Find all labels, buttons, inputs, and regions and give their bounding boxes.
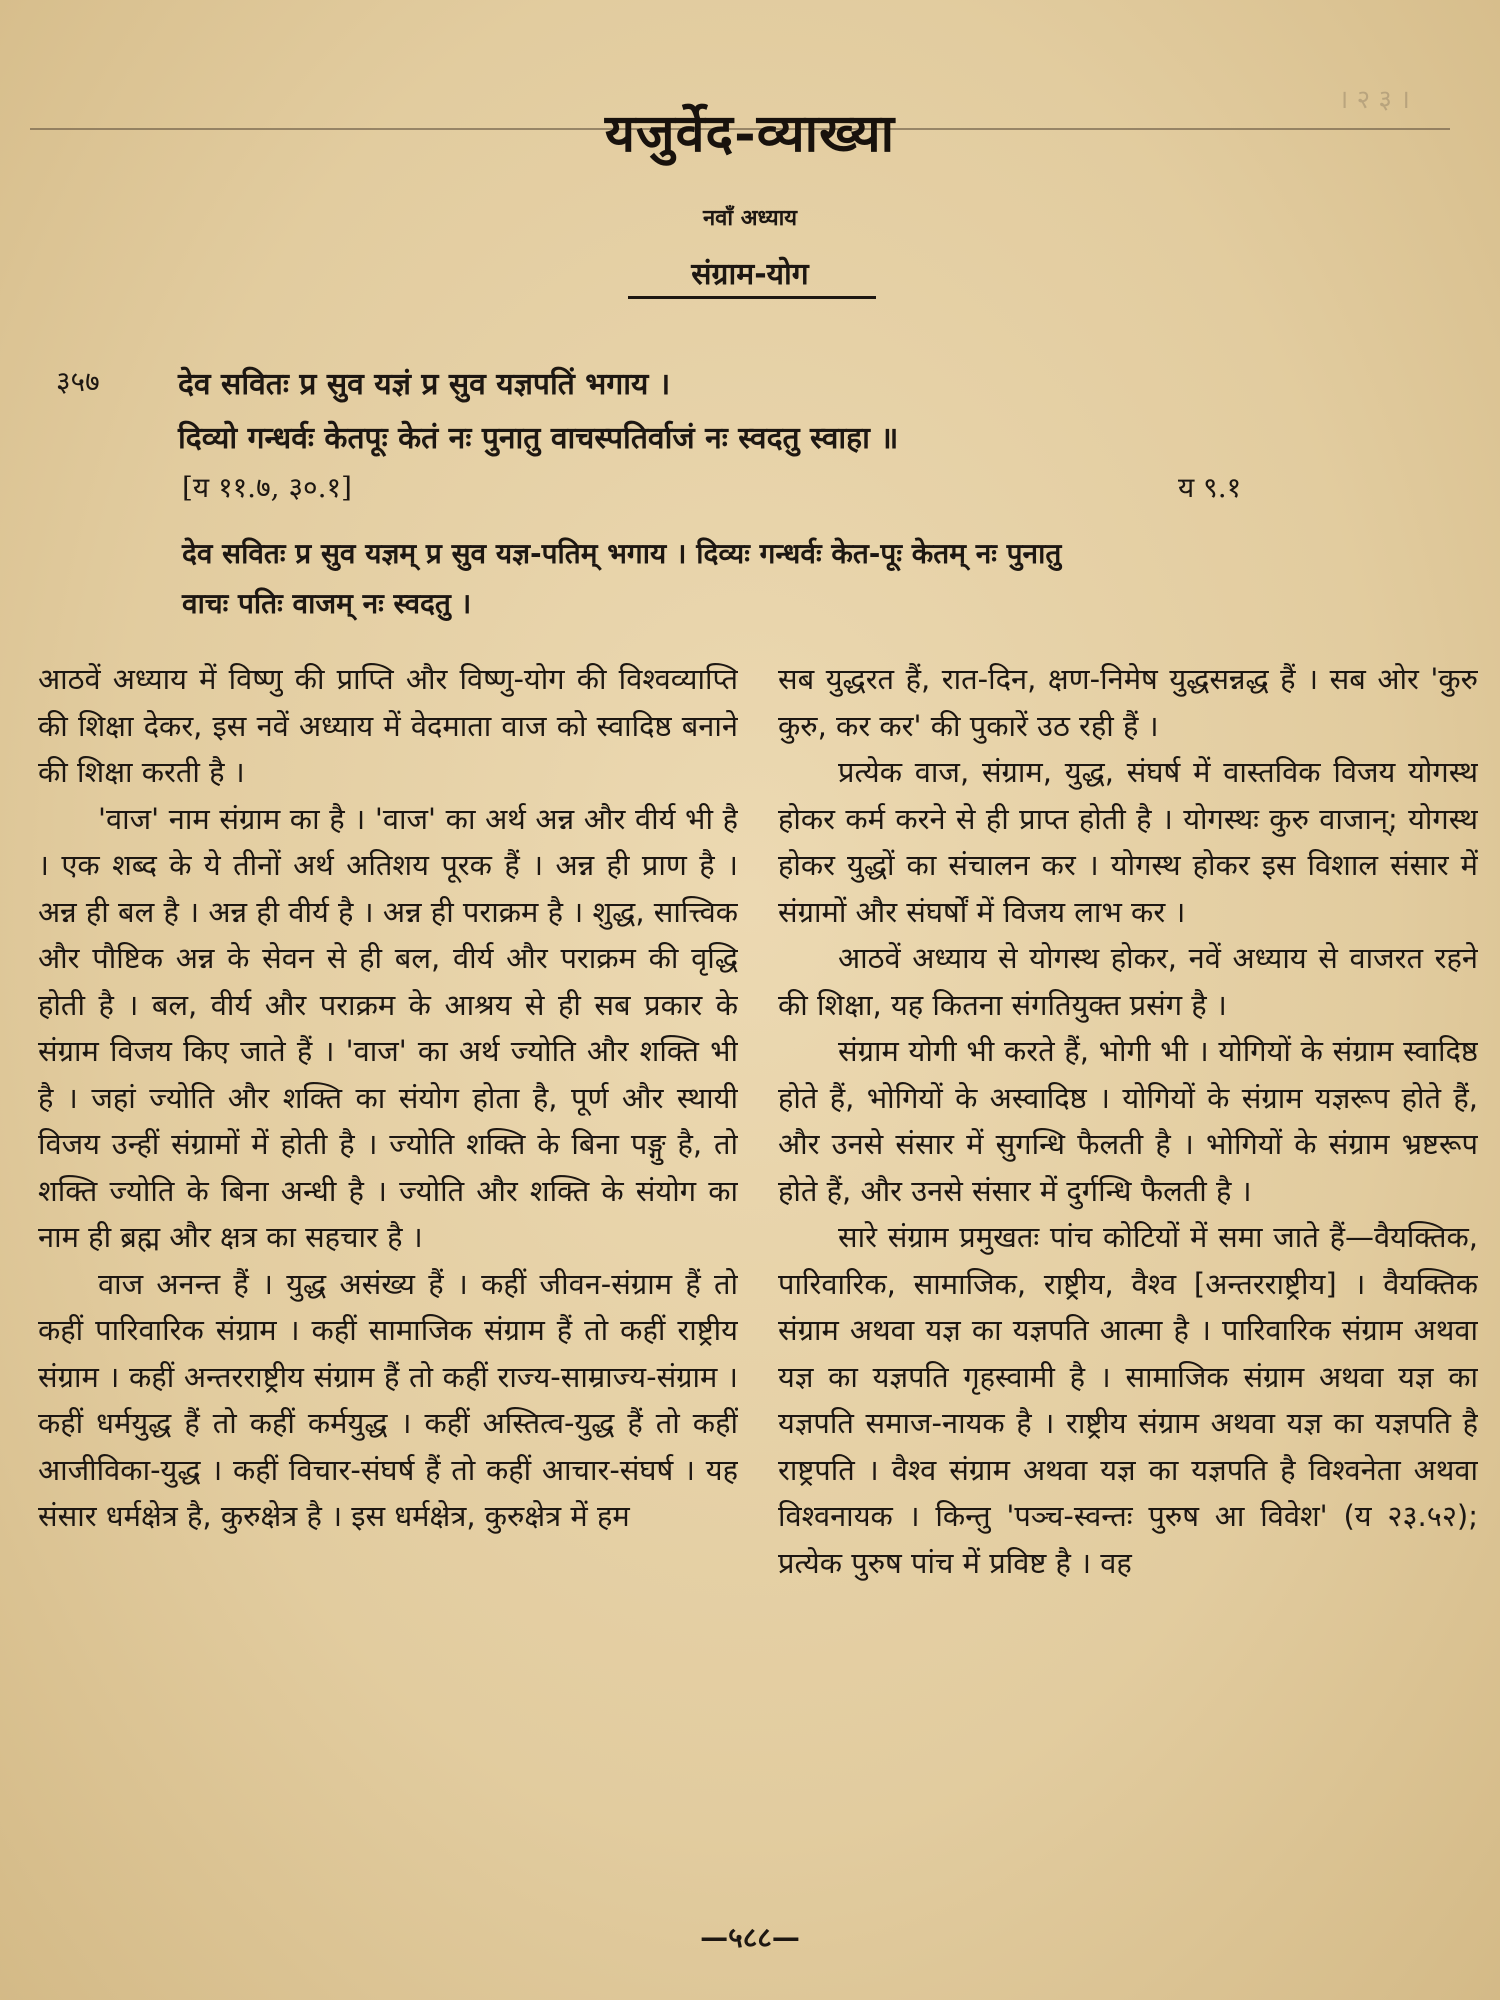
paragraph: वाज अनन्त हैं । युद्ध असंख्य हैं । कहीं जीवन-संग्राम हैं तो कहीं पारिवारिक संग्राम । कहीं सामाजिक संग्राम हैं तो कहीं राष्ट्रीय संग्राम । कहीं अन्तरराष्ट्रीय संग्राम हैं तो कहीं राज्य-साम्राज्य-संग्राम । कहीं धर्मयुद्ध हैं तो कहीं कर्मयुद्ध । कहीं अस्तित्व-युद्ध हैं तो कहीं आजीविका-युद्ध । कहीं विचार-संघर्ष हैं तो कहीं आचार-संघर्ष । यह संसार धर्मक्षेत्र है, कुरुक्षेत्र है । इस धर्मक्षेत्र, कुरुक्षेत्र में हम [38,1266,738,1533]
paragraph: आठवें अध्याय में विष्णु की प्राप्ति और विष्णु-योग की विश्वव्याप्ति की शिक्षा देकर, इस नवें अध्याय में वेदमाता वाज को स्वादिष्ठ बनाने की शिक्षा करती है । [38,662,738,789]
bleed-through-marks: । २ ३ । [1338,85,1410,115]
paragraph: संग्राम योगी भी करते हैं, भोगी भी । योगियों के संग्राम स्वादिष्ठ होते हैं, भोगियों के अस्वादिष्ठ । योगियों के संग्राम यज्ञरूप होते हैं, और उनसे संसार में सुगन्धि फैलती है । भोगियों के संग्राम भ्रष्टरूप होते हैं, और उनसे संसार में दुर्गन्धि फैलती है । [778,1034,1478,1208]
chapter-label: नवाँ अध्याय [702,206,798,231]
mantra-number: ३५७ [56,365,100,398]
padapatha-line-1: देव सवितः प्र सुव यज्ञम् प्र सुव यज्ञ-पतिम् भगाय । दिव्यः गन्धर्वः केत-पूः केतम् नः पुनातु [182,537,1062,570]
mantra-source-reference: य ९.१ [1178,471,1242,504]
mantra-cross-reference: [य ११.७, ३०.१] [182,471,352,504]
paragraph: आठवें अध्याय से योगस्थ होकर, नवें अध्याय से वाजरत रहने की शिक्षा, यह कितना संगतियुक्त प्रसंग है । [778,941,1478,1022]
paragraph: 'वाज' नाम संग्राम का है । 'वाज' का अर्थ अन्न और वीर्य भी है । एक शब्द के ये तीनों अर्थ अतिशय पूरक हैं । अन्न ही प्राण है । अन्न ही बल है । अन्न ही वीर्य है । अन्न ही पराक्रम है । शुद्ध, सात्त्विक और पौष्टिक अन्न के सेवन से ही बल, वीर्य और पराक्रम की वृद्धि होती है । बल, वीर्य और पराक्रम के आश्रय से ही सब प्रकार के संग्राम विजय किए जाते हैं । 'वाज' का अर्थ ज्योति और शक्ति भी है । जहां ज्योति और शक्ति का संयोग होता है, पूर्ण और स्थायी विजय उन्हीं संग्रामों में होती है । ज्योति शक्ति के बिना पङ्गु है, तो शक्ति ज्योति के बिना अन्धी है । ज्योति और शक्ति के संयोग का नाम ही ब्रह्म और क्षत्र का सहचार है । [38,801,738,1254]
section-title: संग्राम-योग [691,257,809,292]
mantra-line-1: देव सवितः प्र सुव यज्ञं प्र सुव यज्ञपतिं भगाय । [178,367,671,402]
page-title: यजुर्वेद-व्याख्या [604,103,896,164]
section-underline [628,296,876,299]
page-number: —५८८— [700,1921,800,1954]
paragraph: प्रत्येक वाज, संग्राम, युद्ध, संघर्ष में वास्तविक विजय योगस्थ होकर कर्म करने से ही प्राप्त होती है । योगस्थः कुरु वाजान्; योगस्थ होकर युद्धों का संचालन कर । योगस्थ होकर इस विशाल संसार में संग्रामों और संघर्षों में विजय लाभ कर । [778,755,1478,929]
paragraph: सब युद्धरत हैं, रात-दिन, क्षण-निमेष युद्धसन्नद्ध हैं । सब ओर 'कुरु कुरु, कर कर' की पुकारें उठ रही हैं । [778,662,1478,743]
paragraph: सारे संग्राम प्रमुखतः पांच कोटियों में समा जाते हैं—वैयक्तिक, पारिवारिक, सामाजिक, राष्ट्रीय, वैश्व [अन्तरराष्ट्रीय] । वैयक्तिक संग्राम अथवा यज्ञ का यज्ञपति आत्मा है । पारिवारिक संग्राम अथवा यज्ञ का यज्ञपति गृहस्वामी है । सामाजिक संग्राम अथवा यज्ञ का यज्ञपति समाज-नायक है । राष्ट्रीय संग्राम अथवा यज्ञ का यज्ञपति है राष्ट्रपति । वैश्व संग्राम अथवा यज्ञ का यज्ञपति है विश्वनेता अथवा विश्वनायक । किन्तु 'पञ्च-स्वन्तः पुरुष आ विवेश' (य २३.५२); प्रत्येक पुरुष पांच में प्रविष्ट है । वह [778,1220,1478,1580]
mantra-line-2: दिव्यो गन्धर्वः केतपूः केतं नः पुनातु वाचस्पतिर्वाजं नः स्वदतु स्वाहा ॥ [178,421,899,456]
left-column [38,656,738,1896]
right-column [778,656,1478,1896]
padapatha-line-2: वाचः पतिः वाजम् नः स्वदतु । [182,587,472,620]
